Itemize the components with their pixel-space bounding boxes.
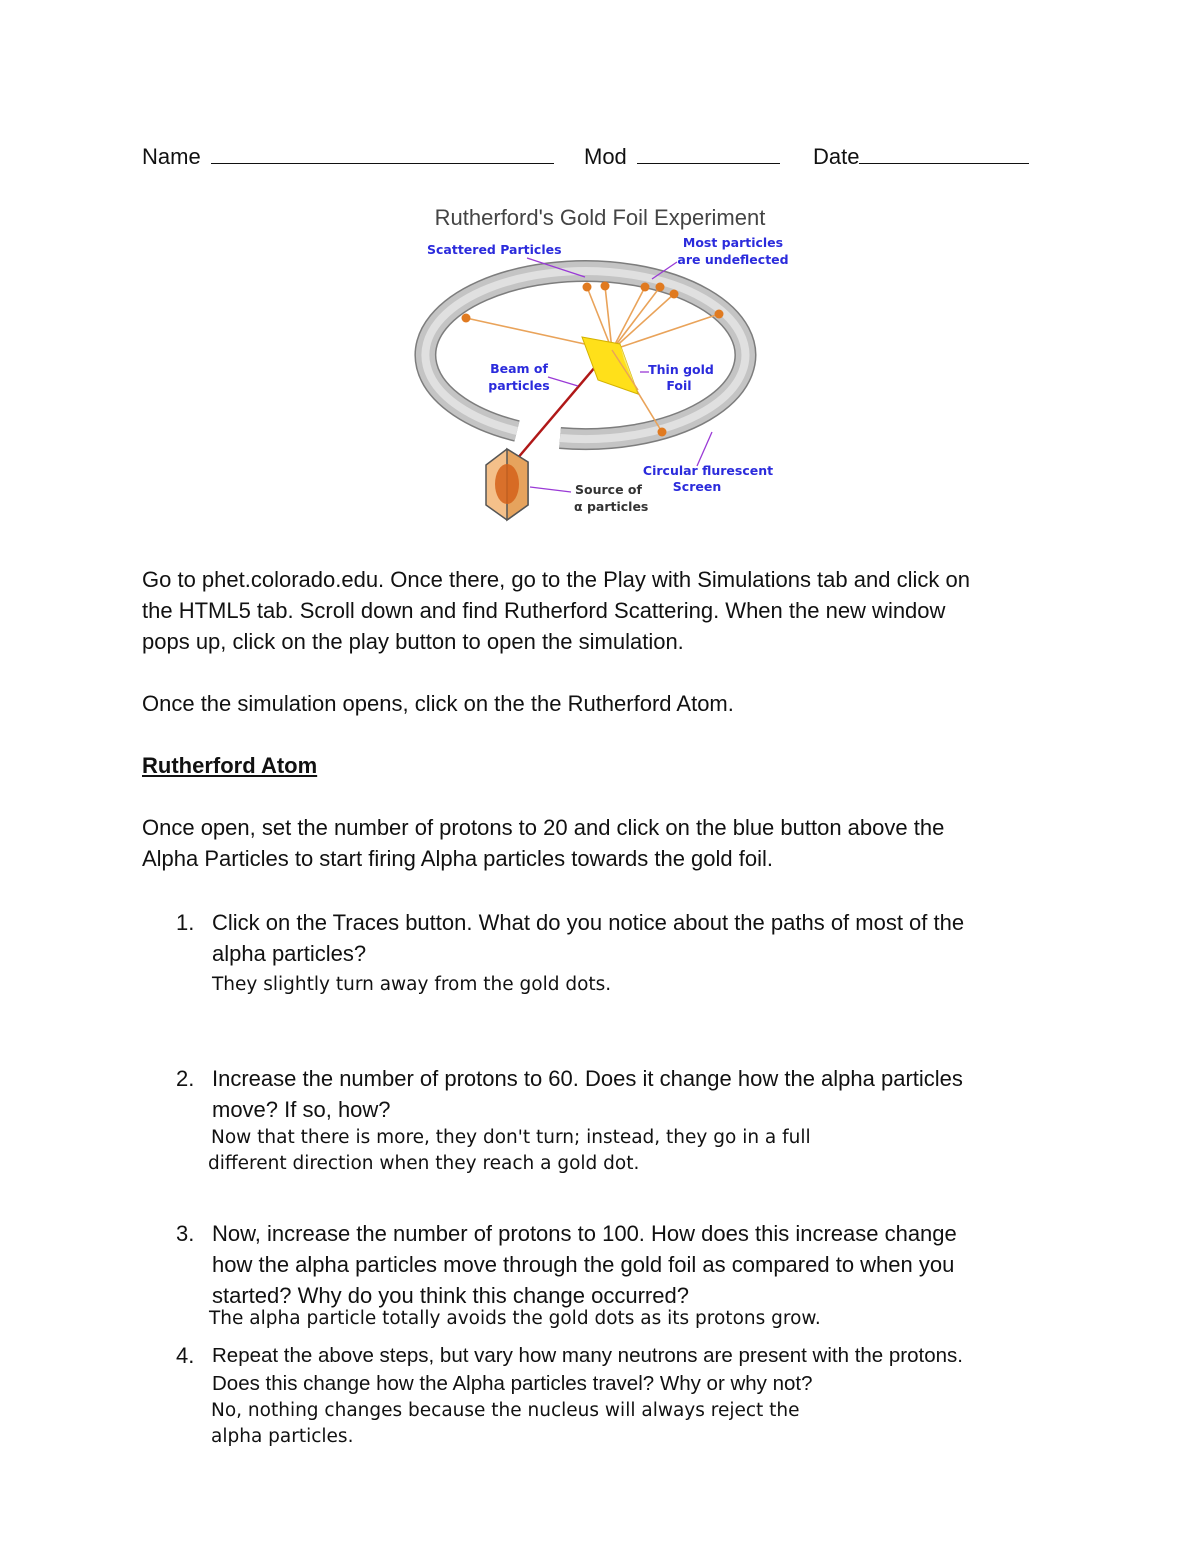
date-label: Date xyxy=(813,144,860,169)
gold-foil xyxy=(582,337,638,394)
question-3-line-3: started? Why do you think this change occurred? xyxy=(212,1283,689,1308)
answer-2-line-1[interactable]: Now that there is more, they don't turn; instead, they go in a full xyxy=(211,1127,811,1148)
label-screen-2: Screen xyxy=(672,479,722,494)
alpha-source xyxy=(486,449,528,520)
name-label: Name xyxy=(142,144,201,169)
section-line-1: Once open, set the number of protons to 20 and click on the blue button above the xyxy=(142,815,945,840)
intro-paragraph-2: Once the simulation opens, click on the the Rutherford Atom. xyxy=(142,691,734,716)
question-3-line-2: how the alpha particles move through the gold foil as compared to when you xyxy=(212,1252,955,1277)
question-number: 1. xyxy=(176,910,195,935)
answer-4-line-2[interactable]: alpha particles. xyxy=(211,1426,354,1447)
question-2-line-1: Increase the number of protons to 60. Does it change how the alpha particles xyxy=(212,1066,963,1091)
label-most-1: Most particles xyxy=(682,235,784,250)
gold-foil-diagram xyxy=(0,0,1200,540)
answer-2-line-2[interactable]: different direction when they reach a gold dot. xyxy=(208,1153,640,1174)
label-source-2: α particles xyxy=(574,499,649,514)
question-4-line-2: Does this change how the Alpha particles travel? Why or why not? xyxy=(212,1372,813,1395)
section-line-2: Alpha Particles to start firing Alpha particles towards the gold foil. xyxy=(142,846,773,871)
label-foil-2: Foil xyxy=(666,378,692,393)
question-2-line-2: move? If so, how? xyxy=(212,1097,391,1122)
question-number: 4. xyxy=(176,1343,195,1368)
question-number: 3. xyxy=(176,1221,195,1246)
question-1-line-1: Click on the Traces button. What do you notice about the paths of most of the xyxy=(212,910,965,935)
answer-1-line-1[interactable]: They slightly turn away from the gold dots. xyxy=(212,974,612,995)
label-scattered: Scattered Particles xyxy=(427,242,562,257)
label-screen-1: Circular flurescent xyxy=(642,463,774,478)
diagram-title: Rutherford's Gold Foil Experiment xyxy=(434,205,766,230)
label-source-1: Source of xyxy=(575,482,642,497)
intro-line-2: the HTML5 tab. Scroll down and find Rutherford Scattering. When the new window xyxy=(142,598,946,623)
mod-label: Mod xyxy=(584,144,627,169)
label-most-2: are undeflected xyxy=(677,252,789,267)
fluorescent-screen-ring xyxy=(425,271,745,439)
answer-3-line-1[interactable]: The alpha particle totally avoids the gold dots as its protons grow. xyxy=(209,1308,821,1329)
question-1-line-2: alpha particles? xyxy=(212,941,367,966)
section-heading: Rutherford Atom xyxy=(142,753,318,778)
answer-4-line-1[interactable]: No, nothing changes because the nucleus will always reject the xyxy=(211,1400,800,1421)
question-number: 2. xyxy=(176,1066,195,1091)
question-3-line-1: Now, increase the number of protons to 100. How does this increase change xyxy=(212,1221,957,1246)
intro-line-1: Go to phet.colorado.edu. Once there, go to the Play with Simulations tab and click on xyxy=(142,567,970,592)
question-4-line-1: Repeat the above steps, but vary how many neutrons are present with the protons. xyxy=(212,1344,963,1367)
label-beam-1: Beam of xyxy=(490,361,548,376)
intro-line-3: pops up, click on the play button to open the simulation. xyxy=(142,629,684,654)
label-beam-2: particles xyxy=(488,378,550,393)
label-foil-1: Thin gold xyxy=(648,362,714,377)
